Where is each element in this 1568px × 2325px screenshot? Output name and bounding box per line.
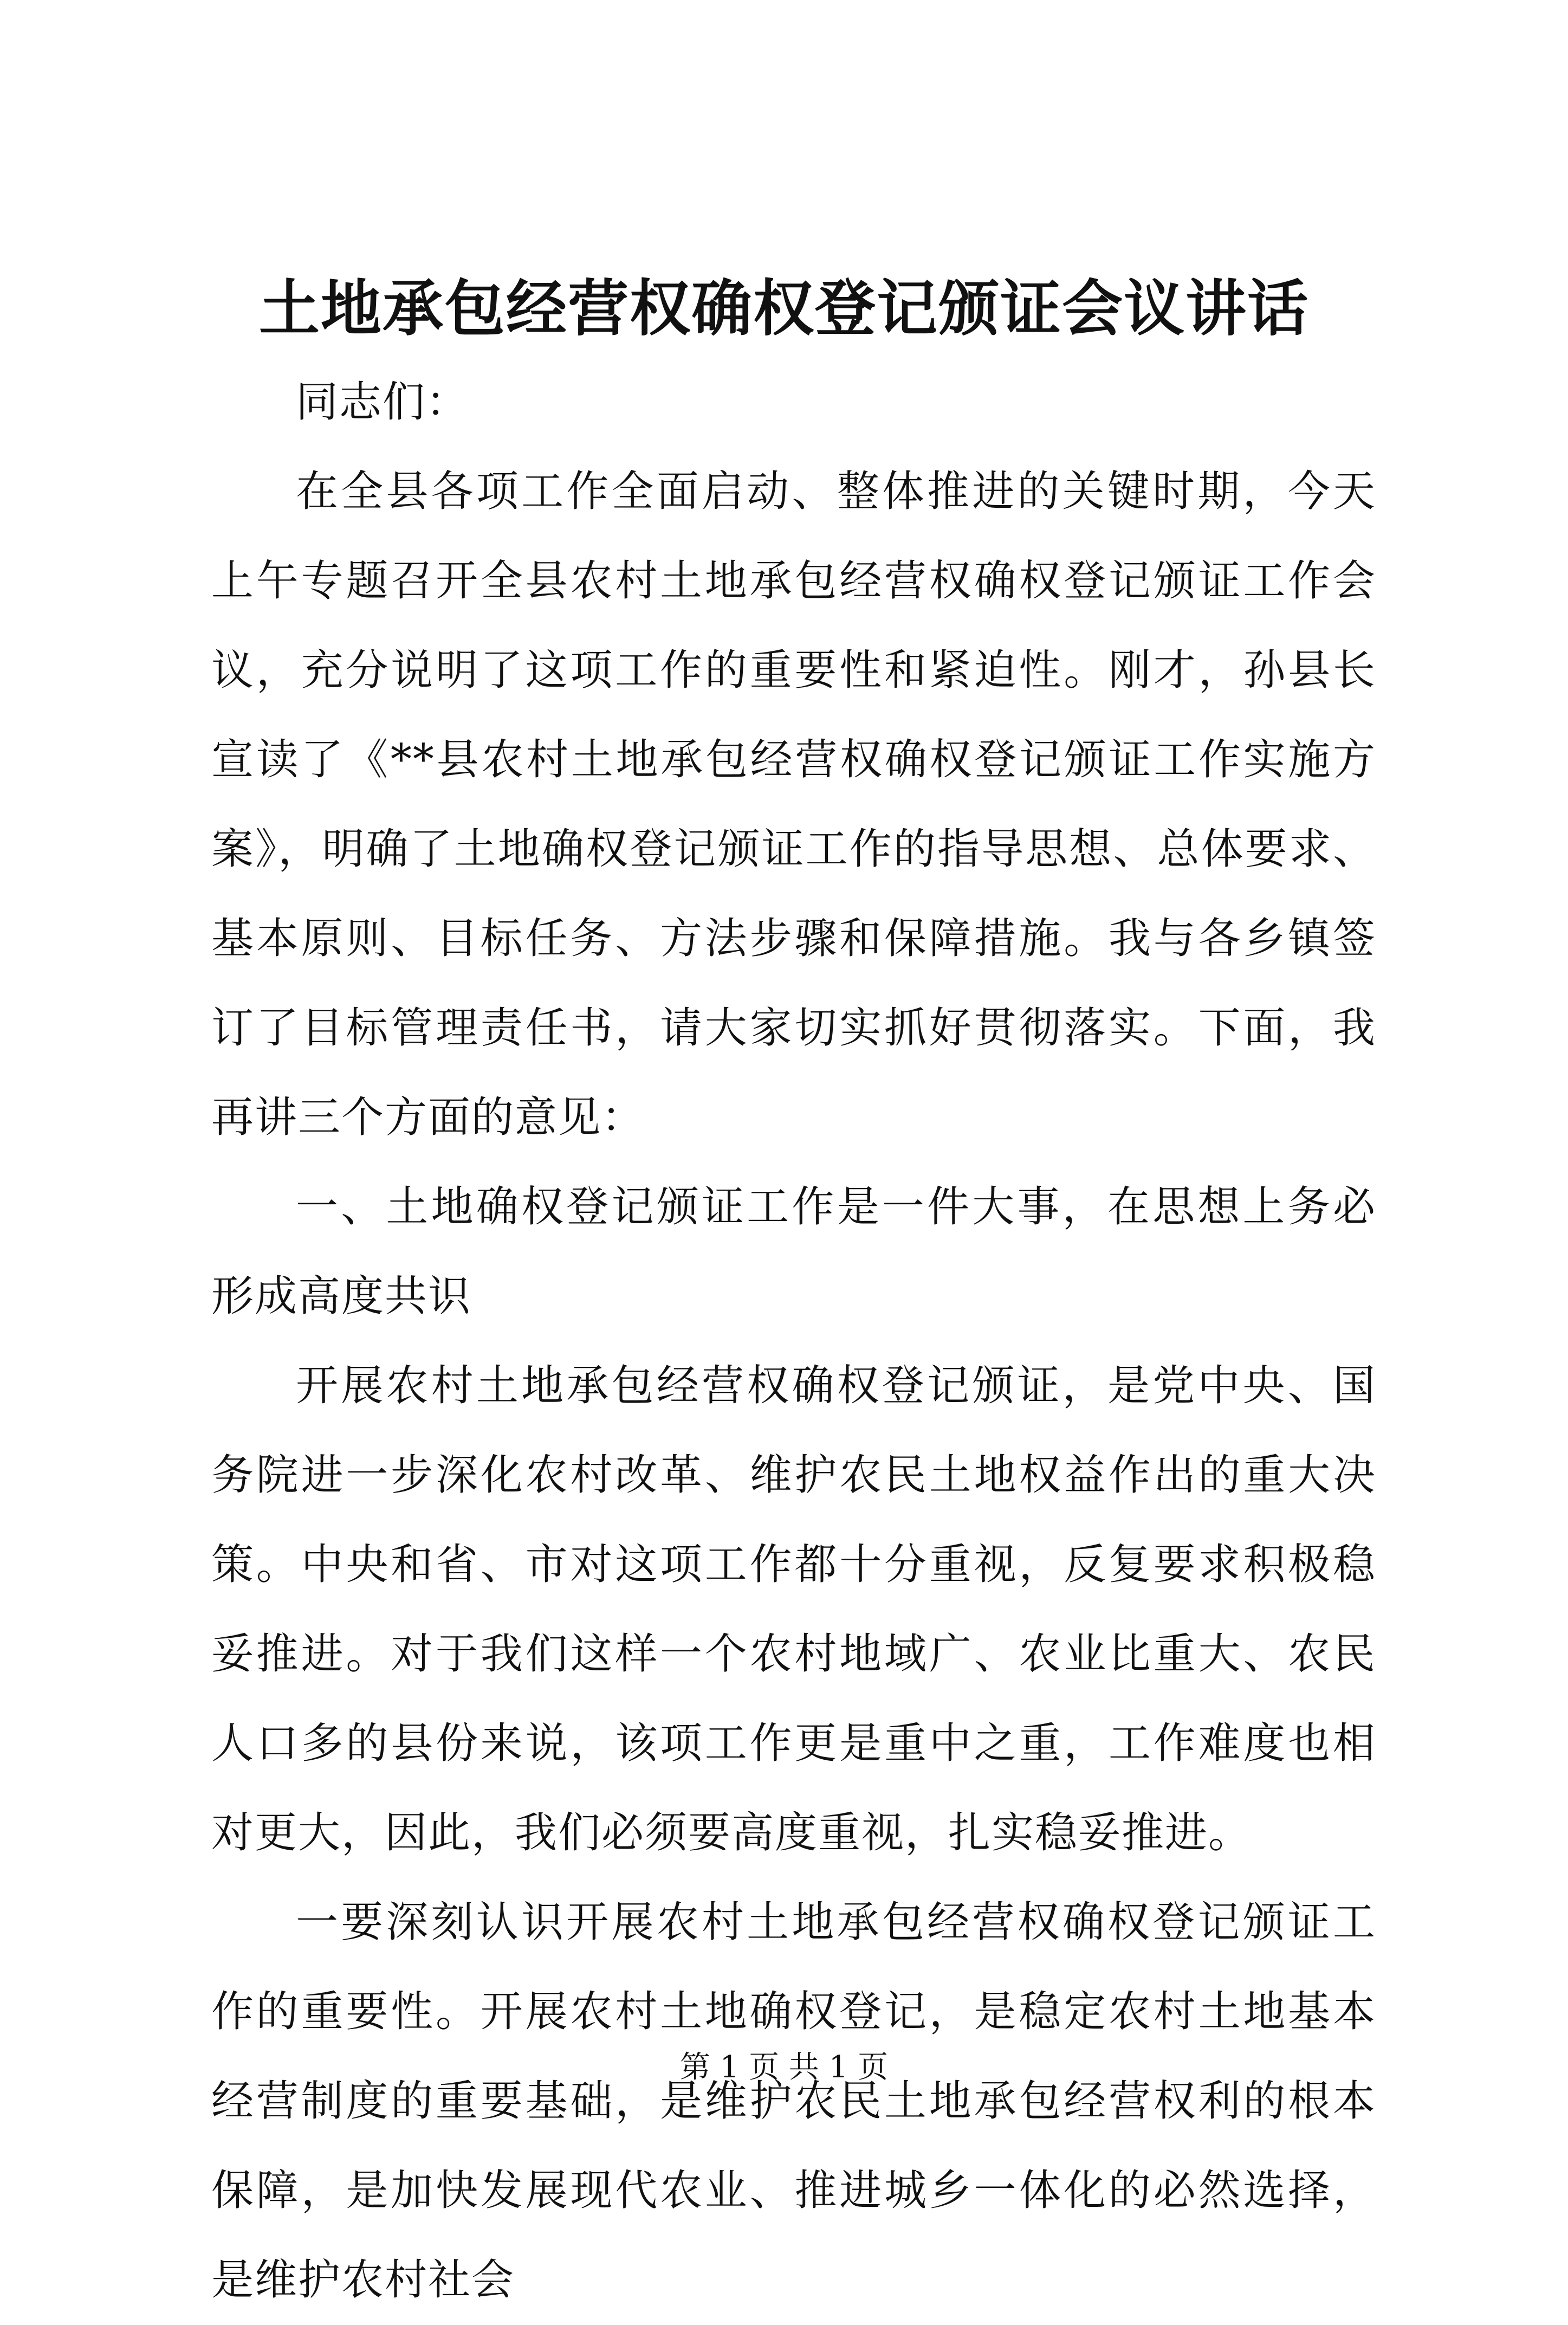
paragraph-significance: 开展农村土地承包经营权确权登记颁证，是党中央、国务院进一步深化农村改革、维护农民土地权益作出的重大决策。中央和省、市对这项工作都十分重视，反复要求积极稳妥推进。对于我们这样一个农村地域广、农业比重大、农民人口多的县份来说，该项工作更是重中之重，工作难度也相对更大，因此，我们必须要高度重视，扎实稳妥推进。 [211, 1361, 1376, 1857]
section-heading-1: 一、土地确权登记颁证工作是一件大事，在思想上务必形成高度共识 [211, 1183, 1376, 1321]
paragraph-intro: 在全县各项工作全面启动、整体推进的关键时期，今天上午专题召开全县农村土地承包经营权确权登记颁证工作会议，充分说明了这项工作的重要性和紧迫性。刚才，孙县长宣读了《**县农村土地承包经营权确权登记颁证工作实施方案》，明确了土地确权登记颁证工作的指导思想、总体要求、基本原则、目标任务、方法步骤和保障措施。我与各乡镇签订了目标管理责任书，请大家切实抓好贯彻落实。下面，我再讲三个方面的意见： [211, 467, 1376, 1142]
page-footer: 第 1 页 共 1 页 [679, 2050, 889, 2085]
document-body [211, 358, 1376, 2325]
paragraph-importance: 一要深刻认识开展农村土地承包经营权确权登记颁证工作的重要性。开展农村土地确权登记，是稳定农村土地基本经营制度的重要基础，是维护农民土地承包经营权利的根本保障，是加快发展现代农业、推进城乡一体化的必然选择，是维护农村社会 [211, 1898, 1376, 2304]
salutation: 同志们： [296, 378, 470, 427]
document-title: 土地承包经营权确权登记颁证会议讲话 [259, 273, 1309, 344]
